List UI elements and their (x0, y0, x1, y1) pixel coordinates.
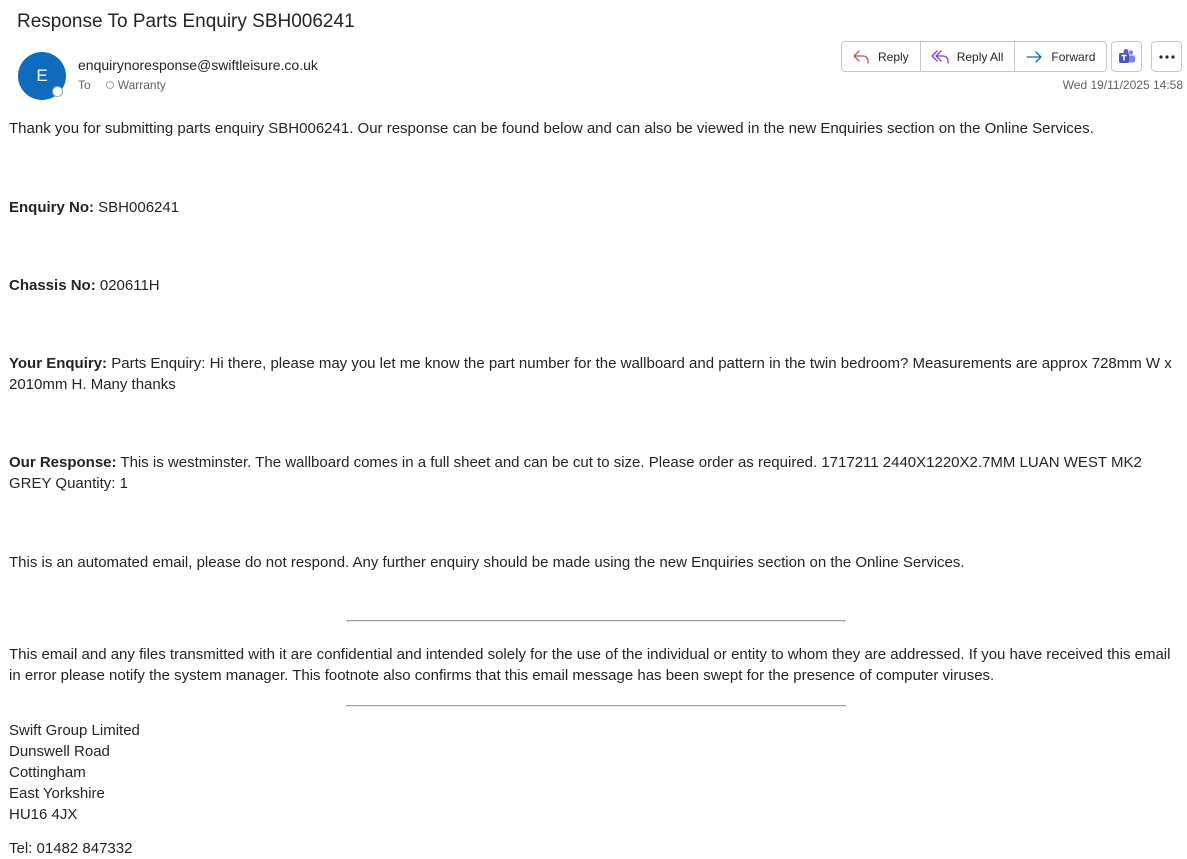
enquiry-no-line (9, 197, 1183, 218)
automated-note: This is an automated email, please do not respond. Any further enquiry should be made using the new Enquiries section on the Online Services. (9, 554, 965, 571)
teams-icon (1118, 48, 1136, 66)
chassis-no-label: Chassis No: (9, 277, 96, 294)
recipient-name[interactable]: Warranty (117, 78, 166, 92)
recipient-presence-icon (106, 81, 114, 89)
signature-company: Swift Group Limited (9, 722, 140, 739)
spacer (9, 296, 1183, 353)
signature-town: Cottingham (9, 764, 86, 781)
enquiry-no-label: Enquiry No: (9, 199, 94, 216)
to-label: To (78, 78, 91, 92)
signature-street: Dunswell Road (9, 743, 110, 760)
spacer (9, 573, 1183, 620)
spacer (9, 707, 1183, 720)
our-response-line (9, 452, 1183, 494)
teams-button[interactable] (1111, 41, 1142, 72)
reply-button[interactable] (842, 42, 920, 71)
reply-all-icon (931, 49, 949, 65)
chassis-no-value: 020611H (95, 277, 160, 294)
spacer (9, 395, 1183, 452)
email-subject: Response To Parts Enquiry SBH006241 (17, 11, 355, 32)
spacer (9, 686, 1183, 705)
reply-label: Reply (878, 49, 909, 64)
forward-button[interactable] (1014, 42, 1106, 71)
message-actions (841, 41, 1107, 72)
message-body (9, 118, 1183, 859)
disclaimer: This email and any files transmitted with it are confidential and intended solely for the use of the individual or entity to whom they are addressed. If you have received this email in error please notify the system manager. This footnote also confirms that this email message has been swept for the presence of computer viruses. (9, 646, 1171, 684)
signature-postcode: HU16 4JX (9, 806, 78, 823)
reply-all-label: Reply All (956, 49, 1004, 64)
reply-all-button[interactable] (920, 42, 1015, 71)
your-enquiry-line (9, 353, 1183, 395)
reply-icon (852, 49, 870, 65)
spacer (9, 218, 1183, 275)
more-actions-button[interactable] (1151, 41, 1182, 72)
sent-date: Wed 19/11/2025 14:58 (1062, 78, 1183, 92)
spacer (9, 825, 1183, 838)
spacer (9, 622, 1183, 644)
our-response-value: This is westminster. The wallboard comes in a full sheet and can be cut to size. Please order as required. 1717211 2440X1220X2.7MM LUAN WEST MK2 GREY Quantity: 1 (9, 454, 1142, 492)
signature-county: East Yorkshire (9, 785, 105, 802)
your-enquiry-value: Parts Enquiry: Hi there, please may you let me know the part number for the wallboard and pattern in the twin bedroom? Measurements are approx 728mm W x 2010mm H. Many thanks (9, 355, 1172, 393)
your-enquiry-label: Your Enquiry: (9, 355, 108, 372)
spacer (9, 494, 1183, 552)
presence-status-icon (52, 86, 63, 97)
forward-icon (1025, 49, 1043, 65)
spacer (9, 139, 1183, 197)
enquiry-no-value: SBH006241 (94, 199, 180, 216)
our-response-label: Our Response: (9, 454, 117, 471)
chassis-no-line (9, 275, 1183, 296)
avatar-initial: E (36, 66, 48, 85)
forward-label: Forward (1051, 49, 1096, 64)
more-icon (1158, 54, 1176, 60)
recipient-row (78, 78, 166, 92)
intro-paragraph: Thank you for submitting parts enquiry SBH006241. Our response can be found below and can also be viewed in the new Enquiries section on the Online Services. (9, 120, 1094, 137)
sender-address[interactable]: enquirynoresponse@swiftleisure.co.uk (78, 57, 318, 73)
signature-tel: Tel: 01482 847332 (9, 840, 133, 857)
